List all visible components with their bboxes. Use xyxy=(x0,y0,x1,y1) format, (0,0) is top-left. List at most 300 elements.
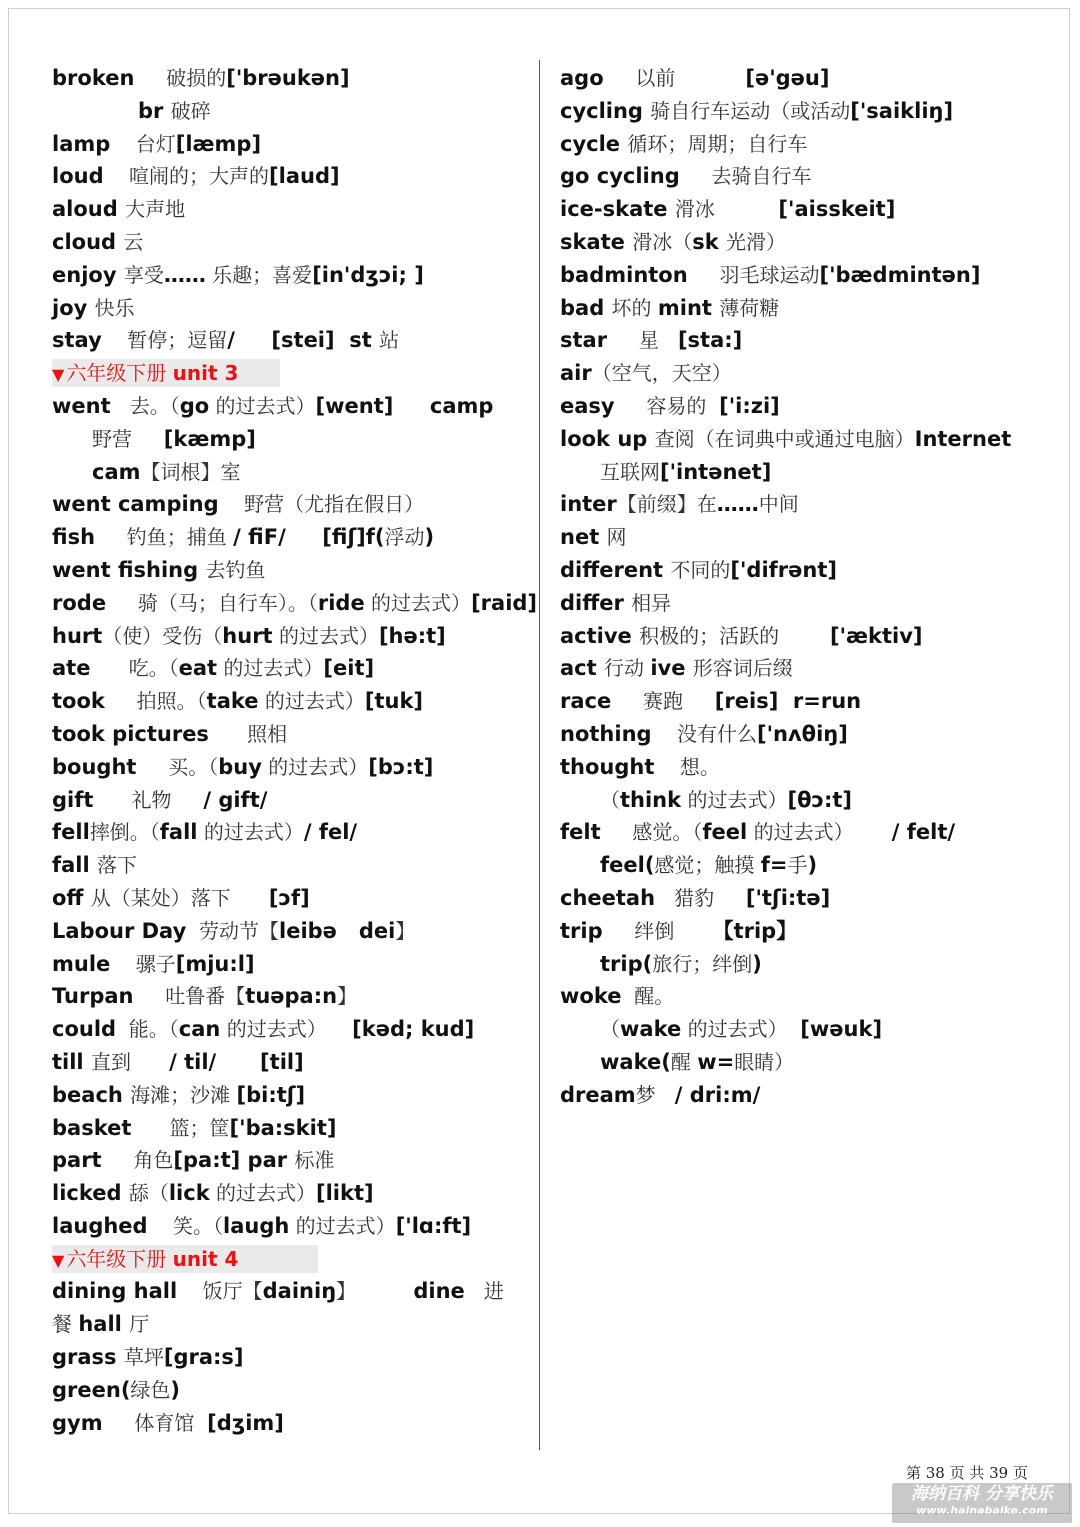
vocab-entry xyxy=(560,357,1060,390)
entry-english: ice-skate xyxy=(560,197,675,222)
entry-chinese: 星 xyxy=(607,328,678,353)
vocab-entry xyxy=(560,292,1060,325)
vocab-entry xyxy=(52,554,530,587)
vocab-entry xyxy=(52,226,530,259)
entry-english: air xyxy=(560,361,592,386)
entry-chinese: 手 xyxy=(787,853,808,878)
vocab-entry xyxy=(560,456,1060,489)
entry-english: / fiF/ [fiʃ]f( xyxy=(233,525,385,550)
entry-chinese: 梦 xyxy=(635,1082,675,1107)
entry-english: went fishing xyxy=(52,557,206,582)
entry-english: laughed xyxy=(52,1213,148,1238)
entry-english: race xyxy=(560,689,612,714)
entry-chinese: 大声地 xyxy=(125,197,186,222)
vocab-entry xyxy=(52,882,530,915)
entry-english: fall xyxy=(159,820,198,845)
entry-english: / til/ [til] xyxy=(169,1049,304,1074)
vocab-entry xyxy=(52,292,530,325)
section-header xyxy=(52,359,280,387)
entry-chinese: 猎豹 xyxy=(655,885,746,910)
entry-chinese: 直到 xyxy=(90,1049,170,1074)
entry-english: stay xyxy=(52,328,102,353)
vocab-entry xyxy=(560,160,1060,193)
entry-english: net xyxy=(560,525,607,550)
vocab-entry xyxy=(560,882,1060,915)
entry-english: mint xyxy=(657,295,720,320)
entry-english: went xyxy=(52,393,111,418)
page-footer: 第 38 页 共 39 页 xyxy=(905,1464,1028,1482)
entry-chinese: 的过去式） xyxy=(220,1017,353,1042)
entry-english: go xyxy=(179,393,210,418)
entry-chinese: 海滩；沙滩 xyxy=(130,1082,237,1107)
entry-chinese: 台灯 xyxy=(110,131,176,156)
entry-english: buy xyxy=(218,754,262,779)
entry-english: [eit] xyxy=(323,656,375,681)
vocab-entry xyxy=(52,521,530,554)
vocab-entry xyxy=(560,915,1060,948)
vocab-entry xyxy=(560,128,1060,161)
vocab-entry xyxy=(560,324,1060,357)
entry-chinese: 以前 xyxy=(603,66,746,90)
entry-chinese: （空气，天空） xyxy=(591,361,732,386)
vocab-entry xyxy=(560,849,1060,882)
vocab-entry xyxy=(560,95,1060,128)
entry-chinese: 体育馆 xyxy=(102,1410,208,1435)
entry-english: grass xyxy=(52,1345,124,1370)
entry-chinese: 积极的；活跃的 xyxy=(639,623,830,648)
entry-english: Internet xyxy=(914,426,1012,451)
entry-chinese: 】 xyxy=(337,984,358,1009)
entry-chinese: 照相 xyxy=(208,721,288,746)
entry-chinese: 的过去式） xyxy=(681,1017,801,1042)
entry-chinese: 的过去式） xyxy=(209,393,316,418)
entry-chinese: 的过去式） xyxy=(289,1213,396,1238)
vocab-entry xyxy=(52,193,530,226)
vocab-entry xyxy=(52,784,530,817)
vocab-entry xyxy=(52,1275,530,1308)
entry-english: joy xyxy=(52,295,95,320)
entry-english: / gift/ xyxy=(203,787,268,812)
entry-chinese: 想。 xyxy=(654,754,720,779)
entry-english: [mju:l] xyxy=(175,951,255,976)
entry-english: [ɔf] xyxy=(268,885,310,910)
vocab-entry xyxy=(560,226,1060,259)
entry-chinese: 的过去式） xyxy=(261,754,369,779)
entry-english: hurt xyxy=(222,623,273,648)
vocab-entry xyxy=(52,915,530,948)
vocab-entry xyxy=(52,816,530,849)
vocab-entry xyxy=(52,849,530,882)
vocab-entry xyxy=(52,587,538,620)
entry-english: mule xyxy=(52,951,111,976)
vocab-entry xyxy=(52,1112,530,1145)
vocab-entry xyxy=(52,718,530,751)
entry-english: dainiŋ xyxy=(262,1279,337,1304)
entry-english: ate xyxy=(52,656,91,681)
vocab-entry xyxy=(560,193,1060,226)
entry-english: broken xyxy=(52,66,135,90)
entry-chinese: 礼物 xyxy=(93,787,204,812)
entry-chinese: 去。（ xyxy=(110,393,180,418)
entry-english: took pictures xyxy=(52,721,209,746)
entry-chinese: 钓鱼；捕鱼 xyxy=(95,525,234,550)
vocab-entry xyxy=(560,1013,1060,1046)
entry-english: can xyxy=(178,1017,221,1042)
entry-english: differ xyxy=(560,590,632,615)
triangle-down-icon: ▼ xyxy=(52,1250,65,1270)
entry-english: [likt] xyxy=(316,1181,374,1206)
entry-chinese: 破损的 xyxy=(134,66,227,90)
entry-chinese: 角色 xyxy=(101,1148,174,1173)
entry-english: trip( xyxy=(600,951,653,976)
entry-english: [raid] xyxy=(471,590,538,615)
entry-chinese: 骑（马；自行车）。（ xyxy=(106,590,318,615)
entry-english: Labour Day xyxy=(52,918,187,943)
vocab-entry xyxy=(52,390,530,423)
entry-chinese: 眼睛） xyxy=(734,1049,795,1074)
entry-english: [went] camp xyxy=(315,393,494,418)
entry-english: lamp xyxy=(52,131,111,156)
entry-english: [kəd; kud] xyxy=(352,1017,475,1042)
entry-english: / felt/ xyxy=(891,820,956,845)
entry-chinese: 吐鲁番【 xyxy=(133,984,246,1009)
vocab-entry xyxy=(52,456,530,489)
entry-english: dream xyxy=(560,1082,636,1107)
entry-english: [gra:s] xyxy=(163,1345,244,1370)
entry-english: felt xyxy=(560,820,601,845)
entry-english: lick xyxy=(168,1181,210,1206)
entry-chinese: 骡子 xyxy=(110,951,176,976)
entry-english: sk xyxy=(692,229,727,254)
entry-english: ) xyxy=(807,853,818,878)
vocab-entry xyxy=(52,1177,530,1210)
entry-chinese: 能。（ xyxy=(116,1017,179,1042)
entry-chinese: 坏的 xyxy=(611,295,658,320)
entry-chinese: 】 xyxy=(395,918,416,943)
entry-english: badminton xyxy=(560,262,688,287)
entry-chinese: 厅 xyxy=(129,1312,150,1337)
entry-english: cycle xyxy=(560,131,628,156)
entry-english: dining hall xyxy=(52,1279,178,1304)
entry-english: ['tʃi:tə] xyxy=(745,885,831,910)
vocab-entry xyxy=(52,423,530,456)
vocab-entry xyxy=(52,324,530,357)
entry-chinese: 形容词后缀 xyxy=(692,656,793,681)
entry-english: [læmp] xyxy=(175,131,262,156)
column-divider xyxy=(539,60,540,1450)
entry-english: ['saikliŋ] xyxy=(850,98,954,123)
entry-chinese: 滑冰 xyxy=(674,197,779,222)
entry-chinese: 的过去式） xyxy=(364,590,472,615)
entry-chinese: 羽毛球运动 xyxy=(687,262,820,287)
entry-english: aloud xyxy=(52,197,126,222)
entry-english: inter xyxy=(560,492,617,517)
entry-english: basket xyxy=(52,1115,132,1140)
vocab-entry xyxy=(52,1144,530,1177)
entry-chinese: 的过去式） xyxy=(272,623,379,648)
entry-english: ['difrənt] xyxy=(730,557,837,582)
vocab-entry xyxy=(560,784,1060,817)
entry-english: ['nʌθiŋ] xyxy=(756,721,848,746)
entry-english: br xyxy=(138,98,171,123)
entry-english: ago xyxy=(560,66,604,90)
vocab-entry xyxy=(52,620,530,653)
vocab-entry xyxy=(560,948,1060,981)
entry-english: tuəpa:n xyxy=(245,984,338,1009)
entry-chinese: 的过去式） xyxy=(747,820,892,845)
section-header xyxy=(52,1245,318,1273)
entry-chinese: 餐 xyxy=(52,1312,79,1337)
section-title-zh: 六年级下册 xyxy=(66,361,173,386)
vocab-entry xyxy=(52,1341,530,1374)
entry-english: ['æktiv] xyxy=(829,623,923,648)
entry-english: loud xyxy=(52,164,104,189)
entry-chinese: （ xyxy=(600,787,620,812)
vocab-entry xyxy=(560,1046,1060,1079)
entry-chinese: 【前缀】在 xyxy=(616,492,717,517)
entry-english: hall xyxy=(78,1312,130,1337)
entry-chinese: 买。（ xyxy=(136,754,219,779)
entry-english: could xyxy=(52,1017,117,1042)
entry-english: ) xyxy=(424,525,435,550)
triangle-down-icon: ▼ xyxy=(52,365,65,385)
vocab-entry xyxy=(52,128,530,161)
vocab-entry xyxy=(560,620,1060,653)
vocab-entry xyxy=(52,1308,530,1341)
entry-chinese: 去骑自行车 xyxy=(679,164,812,189)
vocab-entry xyxy=(560,718,1060,751)
entry-english: ive xyxy=(650,656,693,681)
right-column xyxy=(560,62,1060,1112)
entry-english: took xyxy=(52,689,105,714)
entry-chinese: 喧闹的；大声的 xyxy=(103,164,270,189)
entry-chinese: 查阅（在词典中或通过电脑） xyxy=(654,426,915,451)
entry-chinese: 篮；筐 xyxy=(131,1115,230,1140)
entry-english: f= xyxy=(760,853,788,878)
entry-english: ['brəukən] xyxy=(226,66,350,90)
entry-chinese: 容易的 xyxy=(614,393,720,418)
vocab-entry xyxy=(560,587,1060,620)
vocab-entry xyxy=(52,1210,530,1243)
entry-english: easy xyxy=(560,393,615,418)
entry-english: go cycling xyxy=(560,164,680,189)
entry-chinese: 乐趣；喜爱 xyxy=(205,262,313,287)
entry-english: cam xyxy=(92,459,141,484)
entry-chinese: 赛跑 xyxy=(611,689,715,714)
entry-english: dine xyxy=(413,1279,465,1304)
vocab-entry xyxy=(52,1079,530,1112)
entry-english: thought xyxy=(560,754,655,779)
entry-english: Turpan xyxy=(52,984,134,1009)
entry-chinese: （ xyxy=(600,1017,620,1042)
entry-english: [reis] r=run xyxy=(714,689,862,714)
vocab-entry xyxy=(560,423,1060,456)
entry-english: enjoy xyxy=(52,262,124,287)
entry-english: till xyxy=(52,1049,91,1074)
entry-english: wake xyxy=(620,1017,682,1042)
entry-english: 【trip】 xyxy=(712,918,798,943)
entry-english: different xyxy=(560,557,671,582)
watermark-logo xyxy=(892,1483,1072,1523)
entry-english: trip xyxy=(560,918,603,943)
vocab-entry xyxy=(560,390,1060,423)
entry-chinese: 野营 xyxy=(92,426,164,451)
left-column xyxy=(52,62,538,1439)
entry-chinese: 骑自行车运动（或活动 xyxy=(650,98,851,123)
entry-english: / [stei] st xyxy=(227,328,380,353)
entry-english: [bɔ:t] xyxy=(368,754,434,779)
entry-english: nothing xyxy=(560,721,652,746)
vocab-entry xyxy=(52,751,530,784)
entry-chinese: 的过去式） xyxy=(217,656,324,681)
entry-english: ['aisskeit] xyxy=(778,197,896,222)
entry-chinese: 拍照。（ xyxy=(104,689,207,714)
entry-chinese: 野营（尤指在假日） xyxy=(218,492,425,517)
entry-chinese: 的过去式） xyxy=(209,1181,317,1206)
entry-chinese: 破碎 xyxy=(170,98,211,123)
entry-english: / dri:m/ xyxy=(674,1082,761,1107)
section-title-unit: unit 3 xyxy=(172,361,239,386)
entry-chinese: 相异 xyxy=(631,590,672,615)
vocab-entry xyxy=(52,1046,530,1079)
entry-chinese: 行动 xyxy=(603,656,651,681)
entry-chinese: 循环；周期；自行车 xyxy=(627,131,808,156)
entry-chinese: 落下 xyxy=(97,853,138,878)
entry-english: [sta:] xyxy=(677,328,743,353)
entry-chinese: 进 xyxy=(464,1279,504,1304)
entry-chinese: 没有什么 xyxy=(651,721,757,746)
entry-english: rode xyxy=(52,590,107,615)
vocab-entry xyxy=(52,95,530,128)
entry-english: leibə dei xyxy=(279,918,396,943)
entry-chinese: 光滑） xyxy=(726,229,787,254)
entry-english: bad xyxy=(560,295,612,320)
vocab-entry xyxy=(52,948,530,981)
entry-chinese: 快乐 xyxy=(94,295,135,320)
entry-english: w= xyxy=(697,1049,735,1074)
entry-english: part xyxy=(52,1148,102,1173)
entry-chinese: 的过去式） xyxy=(197,820,304,845)
entry-english: skate xyxy=(560,229,633,254)
vocab-entry xyxy=(560,554,1060,587)
entry-chinese: 劳动节【 xyxy=(186,918,279,943)
entry-chinese: 享受 xyxy=(123,262,164,287)
vocab-entry xyxy=(560,488,1060,521)
vocab-entry xyxy=(52,685,530,718)
entry-chinese: 旅行；绊倒 xyxy=(652,951,753,976)
entry-english: [wəuk] xyxy=(800,1017,883,1042)
entry-chinese: 的过去式） xyxy=(681,787,788,812)
entry-english: [kæmp] xyxy=(163,426,256,451)
entry-chinese: 互联网 xyxy=(600,459,660,484)
vocab-entry xyxy=(560,685,1060,718)
entry-chinese: 草坪 xyxy=(123,1345,164,1370)
entry-english: beach xyxy=(52,1082,131,1107)
entry-chinese: 暂停；逗留 xyxy=(101,328,228,353)
entry-english: look up xyxy=(560,426,655,451)
entry-chinese: 标准 xyxy=(294,1148,335,1173)
entry-english: ) xyxy=(170,1377,181,1402)
entry-english: laugh xyxy=(223,1213,290,1238)
entry-chinese: 感觉。（ xyxy=(600,820,703,845)
entry-chinese: 醒 xyxy=(670,1049,698,1074)
vocab-entry xyxy=(52,160,530,193)
vocab-entry xyxy=(52,1374,530,1407)
entry-chinese: 中间 xyxy=(758,492,799,517)
entry-english: / fel/ xyxy=(303,820,358,845)
entry-english: [ə'gəu] xyxy=(745,66,830,90)
entry-english: green( xyxy=(52,1377,131,1402)
entry-english: feel( xyxy=(600,853,655,878)
vocab-entry xyxy=(52,1013,530,1046)
entry-english: …… xyxy=(716,492,759,517)
entry-english: ride xyxy=(317,590,365,615)
section-title-unit: unit 4 xyxy=(172,1246,239,1271)
entry-english: take xyxy=(206,689,259,714)
entry-english: licked xyxy=(52,1181,129,1206)
entry-english: bought xyxy=(52,754,137,779)
entry-english: gift xyxy=(52,787,94,812)
entry-chinese: 舔（ xyxy=(128,1181,169,1206)
entry-english: star xyxy=(560,328,608,353)
vocab-entry xyxy=(560,652,1060,685)
vocab-entry xyxy=(560,980,1060,1013)
entry-english: gym xyxy=(52,1410,103,1435)
entry-chinese: 不同的 xyxy=(670,557,731,582)
entry-english: ['ba:skit] xyxy=(229,1115,337,1140)
entry-english: feel xyxy=(702,820,748,845)
entry-english: [tuk] xyxy=(364,689,424,714)
entry-chinese: 从（某处）落下 xyxy=(90,885,269,910)
vocab-entry xyxy=(560,62,1060,95)
entry-chinese: 醒。 xyxy=(621,984,675,1009)
entry-english: wake( xyxy=(600,1049,671,1074)
vocab-entry xyxy=(52,62,530,95)
entry-chinese: 摔倒。（ xyxy=(89,820,160,845)
watermark-url: www.hainabaike.com xyxy=(916,1504,1048,1517)
entry-chinese: 绊倒 xyxy=(602,918,713,943)
entry-chinese: 网 xyxy=(606,525,627,550)
entry-english: cycling xyxy=(560,98,651,123)
vocab-entry xyxy=(560,816,1060,849)
entry-english: …… xyxy=(163,262,206,287)
entry-english: ['i:zi] xyxy=(719,393,780,418)
vocab-entry xyxy=(560,259,1060,292)
entry-english: [dʒim] xyxy=(207,1410,284,1435)
vocab-entry xyxy=(560,1079,1060,1112)
entry-english: eat xyxy=(178,656,218,681)
entry-chinese: 滑冰（ xyxy=(632,229,693,254)
entry-chinese: 笑。（ xyxy=(147,1213,224,1238)
entry-english: act xyxy=(560,656,604,681)
entry-english: fish xyxy=(52,525,96,550)
entry-english: [pa:t] par xyxy=(173,1148,295,1173)
vocab-entry xyxy=(52,259,530,292)
entry-chinese: 去钓鱼 xyxy=(205,557,266,582)
entry-english: fall xyxy=(52,853,98,878)
entry-chinese: 】 xyxy=(336,1279,414,1304)
section-title-zh: 六年级下册 xyxy=(66,1246,173,1271)
entry-chinese: 站 xyxy=(379,328,400,353)
entry-english: active xyxy=(560,623,640,648)
vocab-entry xyxy=(52,980,530,1013)
entry-english: ['bædmintən] xyxy=(819,262,981,287)
entry-english: cloud xyxy=(52,229,124,254)
vocab-entry xyxy=(52,488,530,521)
entry-english: went camping xyxy=(52,492,219,517)
entry-chinese: 薄荷糖 xyxy=(719,295,780,320)
vocab-entry xyxy=(52,1407,530,1440)
